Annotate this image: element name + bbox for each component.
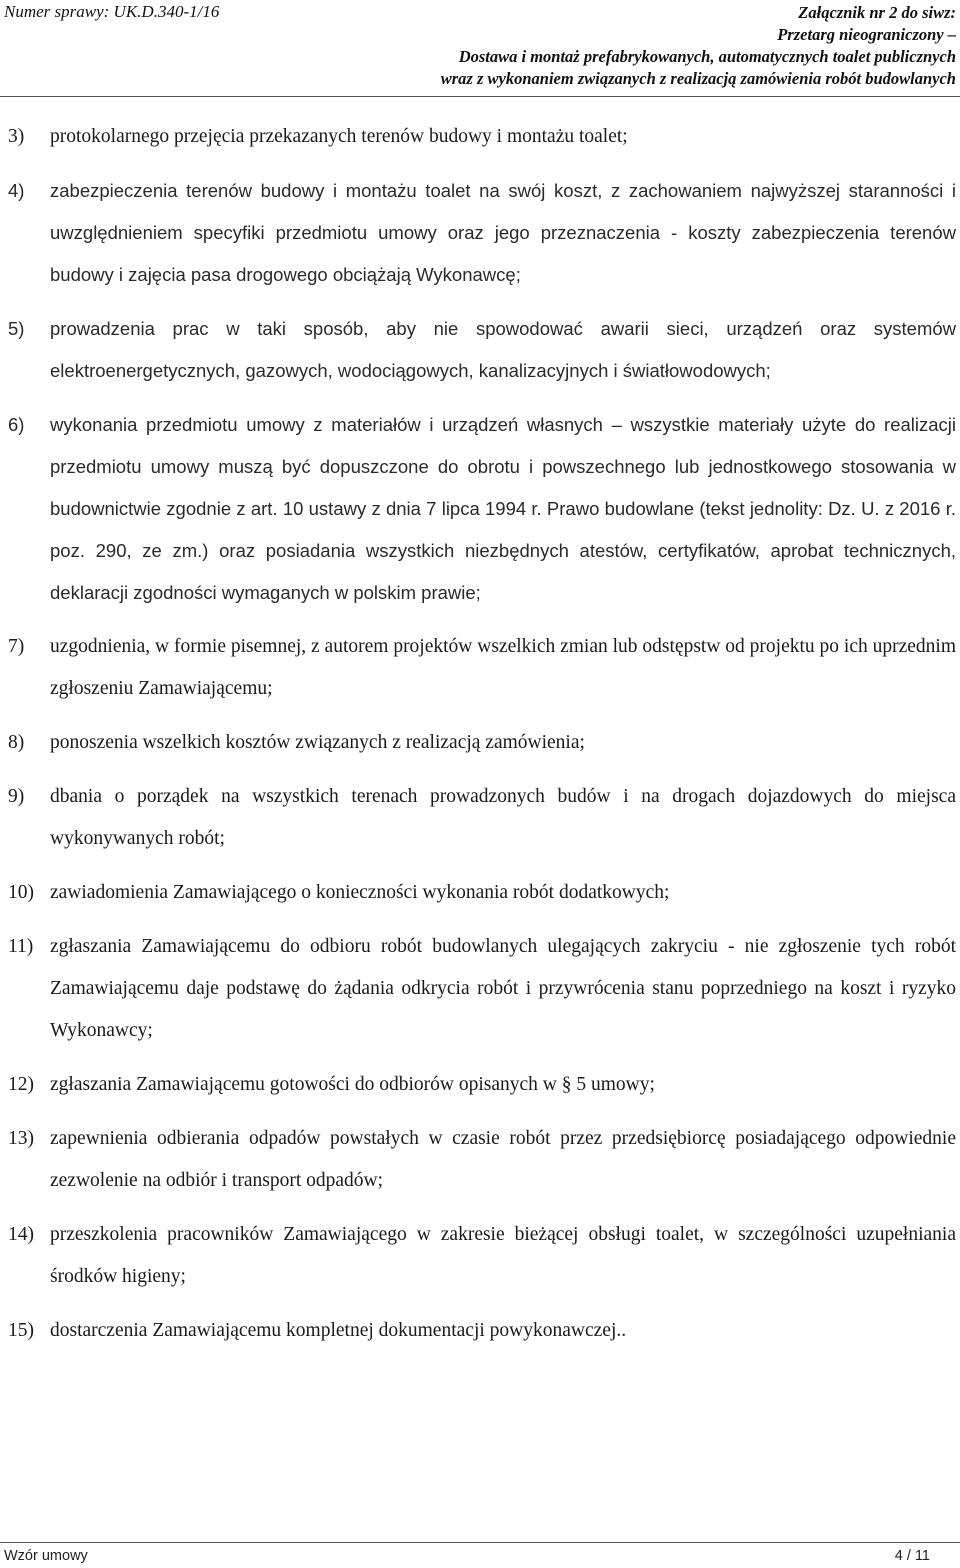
list-item-text: zapewnienia odbierania odpadów powstałych w czasie robót przez przedsiębiorcę posiadającego odpowiednie zezwolenie na odbiór i transport odpadów; (50, 1128, 956, 1191)
list-item-text: przeszkolenia pracowników Zamawiającego w zakresie bieżącej obsługi toalet, w szczególności uzupełniania środków higieny; (50, 1224, 956, 1287)
list-item (8, 1310, 956, 1352)
list-item (8, 308, 956, 392)
list-item (8, 722, 956, 764)
list-item-text: zgłaszania Zamawiającemu do odbioru robót budowlanych ulegających zakryciu - nie zgłoszenie tych robót Zamawiającemu daje podstawę do żądania odkrycia robót i przywrócenia stanu poprzedniego na koszt i ryzyko Wykonawcy; (50, 936, 956, 1041)
list-item (8, 1214, 956, 1298)
list-item-text: ponoszenia wszelkich kosztów związanych z realizacją zamówienia; (50, 732, 585, 753)
list-item (8, 404, 956, 614)
case-number: Numer sprawy: UK.D.340-1/16 (4, 2, 220, 21)
list-item-number: 3) (8, 126, 25, 147)
list-item-text: dostarczenia Zamawiającemu kompletnej dokumentacji powykonawczej.. (50, 1320, 627, 1341)
list-item (8, 116, 956, 158)
list-item-number: 9) (8, 786, 25, 807)
list-item-number: 6) (8, 414, 25, 435)
list-item-text: zabezpieczenia terenów budowy i montażu toalet na swój koszt, z zachowaniem najwyższej staranności i uwzględnieniem specyfiki przedmiotu umowy oraz jego przeznaczenia - koszty zabezpieczenia terenów budowy i zajęcia pasa drogowego obciążają Wykonawcę; (50, 180, 956, 285)
annex-label: Załącznik nr 2 do siwz: (798, 3, 956, 22)
list-item-number: 15) (8, 1320, 34, 1341)
page-footer (0, 1542, 960, 1568)
page-header (0, 0, 960, 97)
list-item-text: uzgodnienia, w formie pisemnej, z autorem projektów wszelkich zmian lub odstępstw od projektu po ich uprzednim zgłoszeniu Zamawiającemu; (50, 636, 956, 699)
list-item-number: 14) (8, 1224, 34, 1245)
list-item (8, 776, 956, 860)
list-item-text: zgłaszania Zamawiającemu gotowości do odbiorów opisanych w § 5 umowy; (50, 1074, 655, 1095)
list-item-text: prowadzenia prac w taki sposób, aby nie spowodować awarii sieci, urządzeń oraz systemów elektroenergetycznych, gazowych, wodociągowych, kanalizacyjnych i światłowodowych; (50, 318, 956, 381)
list-item-text: wykonania przedmiotu umowy z materiałów i urządzeń własnych – wszystkie materiały użyte do realizacji przedmiotu umowy muszą być dopuszczone do obrotu i powszechnego lub jednostkowego stosowania w budownictwie zgodnie z art. 10 ustawy z dnia 7 lipca 1994 r. Prawo budowlane (tekst jednolity: Dz. U. z 2016 r. poz. 290, ze zm.) oraz posiadania wszystkich niezbędnych atestów, certyfikatów, aprobat technicznych, deklaracji zgodności wymaganych w polskim prawie; (50, 414, 956, 603)
list-item (8, 170, 956, 296)
list-item-text: protokolarnego przejęcia przekazanych terenów budowy i montażu toalet; (50, 126, 628, 147)
list-item (8, 872, 956, 914)
list-item-number: 13) (8, 1128, 34, 1149)
list-item-number: 11) (8, 936, 34, 957)
page-number: 4 / 11 (894, 1548, 930, 1564)
list-item (8, 1118, 956, 1202)
list-item (8, 926, 956, 1052)
list-item-number: 8) (8, 732, 25, 753)
list-item-number: 5) (8, 318, 25, 339)
list-item-text: dbania o porządek na wszystkich terenach prowadzonych budów i na drogach dojazdowych do miejsca wykonywanych robót; (50, 786, 956, 849)
document-body (8, 116, 956, 1364)
document-type-label: Wzór umowy (4, 1548, 88, 1564)
list-item-number: 4) (8, 180, 25, 201)
list-item-number: 10) (8, 882, 34, 903)
header-subject-block (441, 2, 956, 90)
list-item (8, 1064, 956, 1106)
subject-line-1: Dostawa i montaż prefabrykowanych, automatycznych toalet publicznych (458, 47, 956, 66)
procedure-label: Przetarg nieograniczony – (777, 25, 956, 44)
list-item-number: 12) (8, 1074, 34, 1095)
list-item-text: zawiadomienia Zamawiającego o konieczności wykonania robót dodatkowych; (50, 882, 670, 903)
list-item (8, 626, 956, 710)
list-item-number: 7) (8, 636, 25, 657)
subject-line-2: wraz z wykonaniem związanych z realizacją zamówienia robót budowlanych (440, 69, 956, 88)
